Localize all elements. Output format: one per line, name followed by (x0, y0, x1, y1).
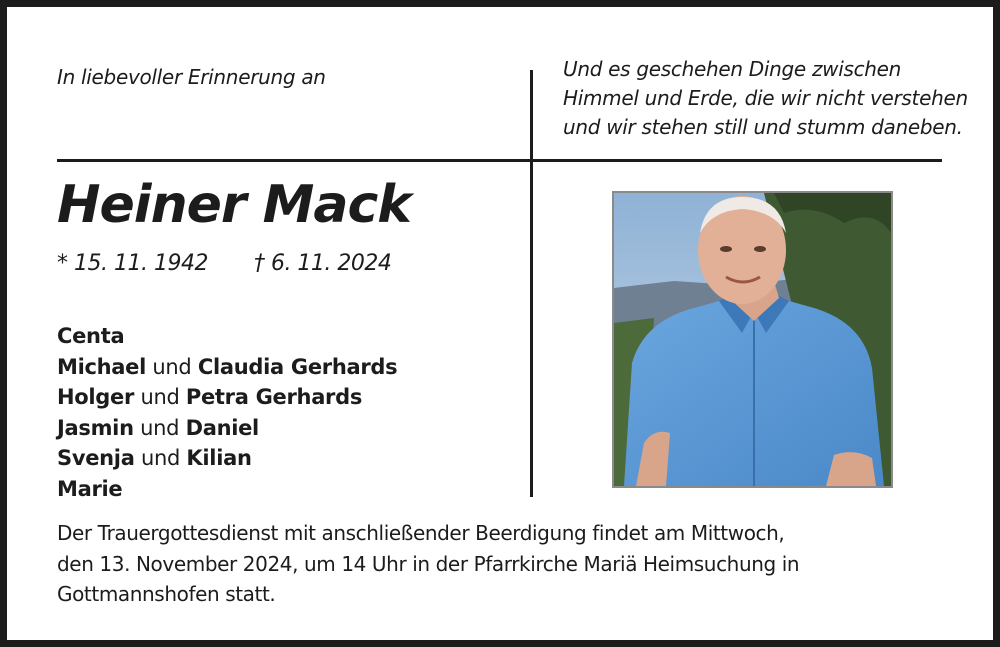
service-line: Gottmannshofen statt. (57, 582, 276, 606)
family-member: Claudia Gerhards (197, 354, 398, 379)
quote-line: Und es geschehen Dinge zwischen (563, 57, 902, 81)
family-conjunction: und (140, 415, 180, 440)
family-row (57, 321, 397, 352)
horizontal-divider (57, 159, 942, 162)
family-conjunction: und (140, 446, 181, 470)
family-member: Marie (57, 476, 123, 501)
death-date: † 6. 11. 2024 (253, 251, 392, 276)
right-hand (826, 452, 876, 486)
portrait-illustration (614, 193, 891, 486)
family-row (57, 352, 397, 383)
family-member: Jasmin (57, 415, 134, 440)
service-line: den 13. November 2024, um 14 Uhr in der Pfarrkirche Mariä Heimsuchung in (57, 551, 800, 576)
portrait-photo (612, 191, 893, 488)
service-info (57, 518, 799, 610)
right-eye (754, 246, 766, 252)
quote-line: Himmel und Erde, die wir nicht verstehen (563, 86, 968, 110)
family-member: Daniel (185, 415, 259, 440)
family-conjunction: und (140, 385, 180, 409)
family-conjunction: und (152, 354, 192, 379)
family-member: Centa (57, 324, 125, 348)
family-list (57, 321, 397, 504)
family-row (57, 413, 397, 444)
intro-text: In liebevoller Erinnerung an (57, 65, 326, 89)
family-member: Michael (57, 354, 147, 379)
family-row (57, 382, 397, 413)
family-member: Kilian (186, 446, 252, 470)
service-line: Der Trauergottesdienst mit anschließender Beerdigung findet am Mittwoch, (57, 521, 785, 545)
family-row (57, 474, 397, 505)
deceased-name: Heiner Mack (57, 175, 411, 235)
life-dates (57, 251, 391, 276)
quote (563, 55, 968, 142)
vertical-divider (530, 70, 533, 497)
family-member: Holger (57, 385, 135, 409)
birth-date: * 15. 11. 1942 (57, 251, 208, 276)
family-member: Svenja (57, 446, 135, 470)
family-member: Petra Gerhards (185, 385, 363, 409)
quote-line: und wir stehen still und stumm daneben. (563, 115, 963, 139)
left-eye (720, 246, 732, 252)
family-row (57, 443, 397, 474)
